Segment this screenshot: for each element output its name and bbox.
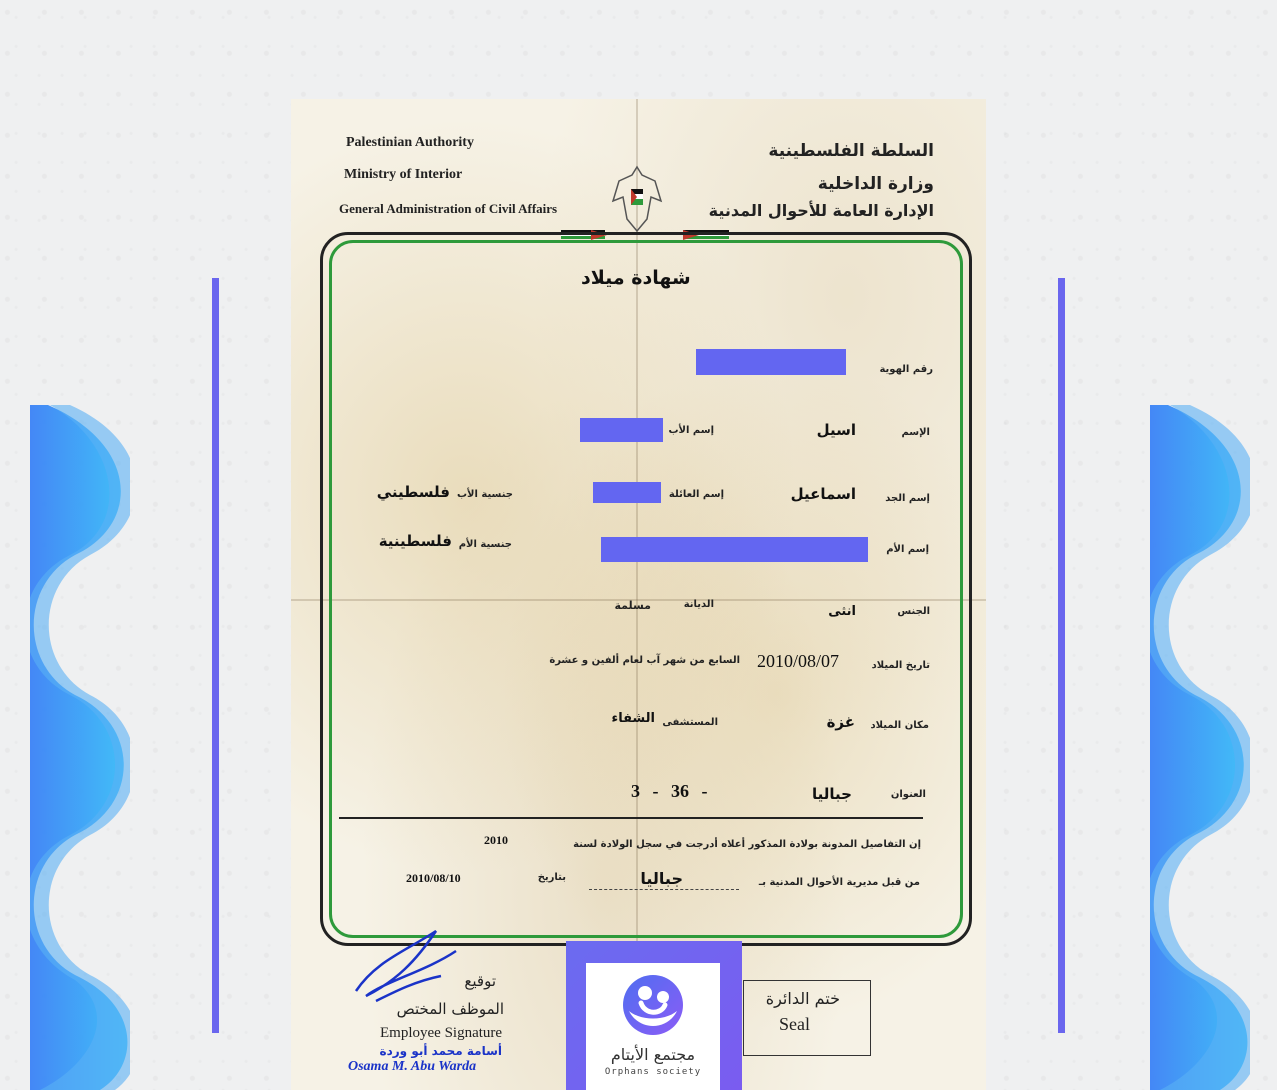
address-label: العنوان (890, 789, 926, 800)
pob-label: مكان الميلاد (870, 720, 929, 731)
dob-words: السابع من شهر آب لعام ألفين و عشرة (549, 655, 740, 666)
logo-panel (586, 963, 720, 1090)
mother-nationality-value: فلسطينية (378, 532, 452, 550)
left-accent-bar (212, 278, 219, 1033)
religion-value: مسلمة (614, 599, 651, 612)
father-nationality-value: فلسطيني (376, 483, 450, 501)
mother-label: إسم الأم (886, 544, 929, 555)
id-label: رقم الهوية (879, 364, 933, 375)
employee-name-en: Osama M. Abu Warda (348, 1059, 477, 1074)
dob-label: تاريخ الميلاد (871, 660, 930, 671)
employee-signature-en: Employee Signature (380, 1025, 503, 1041)
header-en-ministry: Ministry of Interior (344, 167, 463, 182)
father-nationality-label: جنسية الأب (456, 489, 513, 500)
employee-signature-icon (346, 921, 466, 1011)
sex-value: انثى (828, 604, 856, 619)
employee-signature-ar-1: توقيع (464, 972, 496, 990)
eagle-emblem-icon (607, 161, 667, 241)
divider-line (339, 817, 923, 819)
hospital-value: الشفاء (611, 711, 655, 726)
religion-label: الديانة (683, 599, 714, 610)
certificate-border-inner (329, 240, 963, 938)
dob-value: 2010/08/07 (757, 651, 840, 671)
mother-nationality-label: جنسية الأم (458, 539, 512, 550)
registry-year: 2010 (484, 833, 508, 847)
orphans-society-logo-icon (619, 971, 687, 1039)
grandfather-value: اسماعيل (790, 485, 856, 503)
registry-by-line: من قبل مديرية الأحوال المدنية بـ (758, 877, 920, 888)
father-redaction (580, 418, 663, 442)
registry-statement: إن التفاصيل المدونة بولادة المذكور أعلاه أدرجت في سجل الولادة لسنة (573, 839, 921, 850)
seal-ar: ختم الدائرة (765, 989, 840, 1008)
registry-date-label: بتاريخ (537, 872, 566, 883)
id-redaction (696, 349, 846, 375)
seal-en: Seal (779, 1014, 810, 1034)
logo-name-ar: مجتمع الأيتام (610, 1045, 696, 1064)
right-accent-bar (1058, 278, 1065, 1033)
family-redaction (593, 482, 661, 503)
employee-signature-ar-2: الموظف المختص (396, 1000, 504, 1018)
certificate-title: شهادة ميلاد (581, 267, 691, 289)
hospital-label: المستشفى (662, 717, 718, 728)
right-wave-decoration (1150, 405, 1250, 1090)
header-ar-ministry: وزارة الداخلية (817, 174, 934, 194)
registry-date-value: 2010/08/10 (406, 871, 461, 885)
registry-office-underline (589, 889, 739, 890)
header-en-authority: Palestinian Authority (346, 135, 474, 150)
left-wave-decoration (30, 405, 130, 1090)
sex-label: الجنس (897, 606, 930, 617)
family-label: إسم العائلة (668, 489, 724, 500)
mother-redaction (601, 537, 868, 562)
header-ar-administration: الإدارة العامة للأحوال المدنية (708, 201, 934, 220)
pob-value: غزة (826, 713, 855, 731)
orphans-society-logo-card (566, 941, 742, 1090)
header-ar-authority: السلطة الفلسطينية (768, 141, 934, 161)
employee-name-ar: أسامة محمد أبو وردة (379, 1044, 502, 1058)
logo-name-en: Orphans society (604, 1067, 702, 1077)
father-label: إسم الأب (668, 425, 714, 436)
name-label: الإسم (901, 427, 930, 438)
header-en-administration: General Administration of Civil Affairs (339, 201, 558, 216)
registry-office: جباليا (640, 869, 683, 888)
address-number: 3 - 36 - (631, 781, 708, 801)
address-value: جباليا (812, 785, 852, 803)
name-value: اسيل (816, 421, 856, 439)
grandfather-label: إسم الجد (885, 493, 930, 504)
